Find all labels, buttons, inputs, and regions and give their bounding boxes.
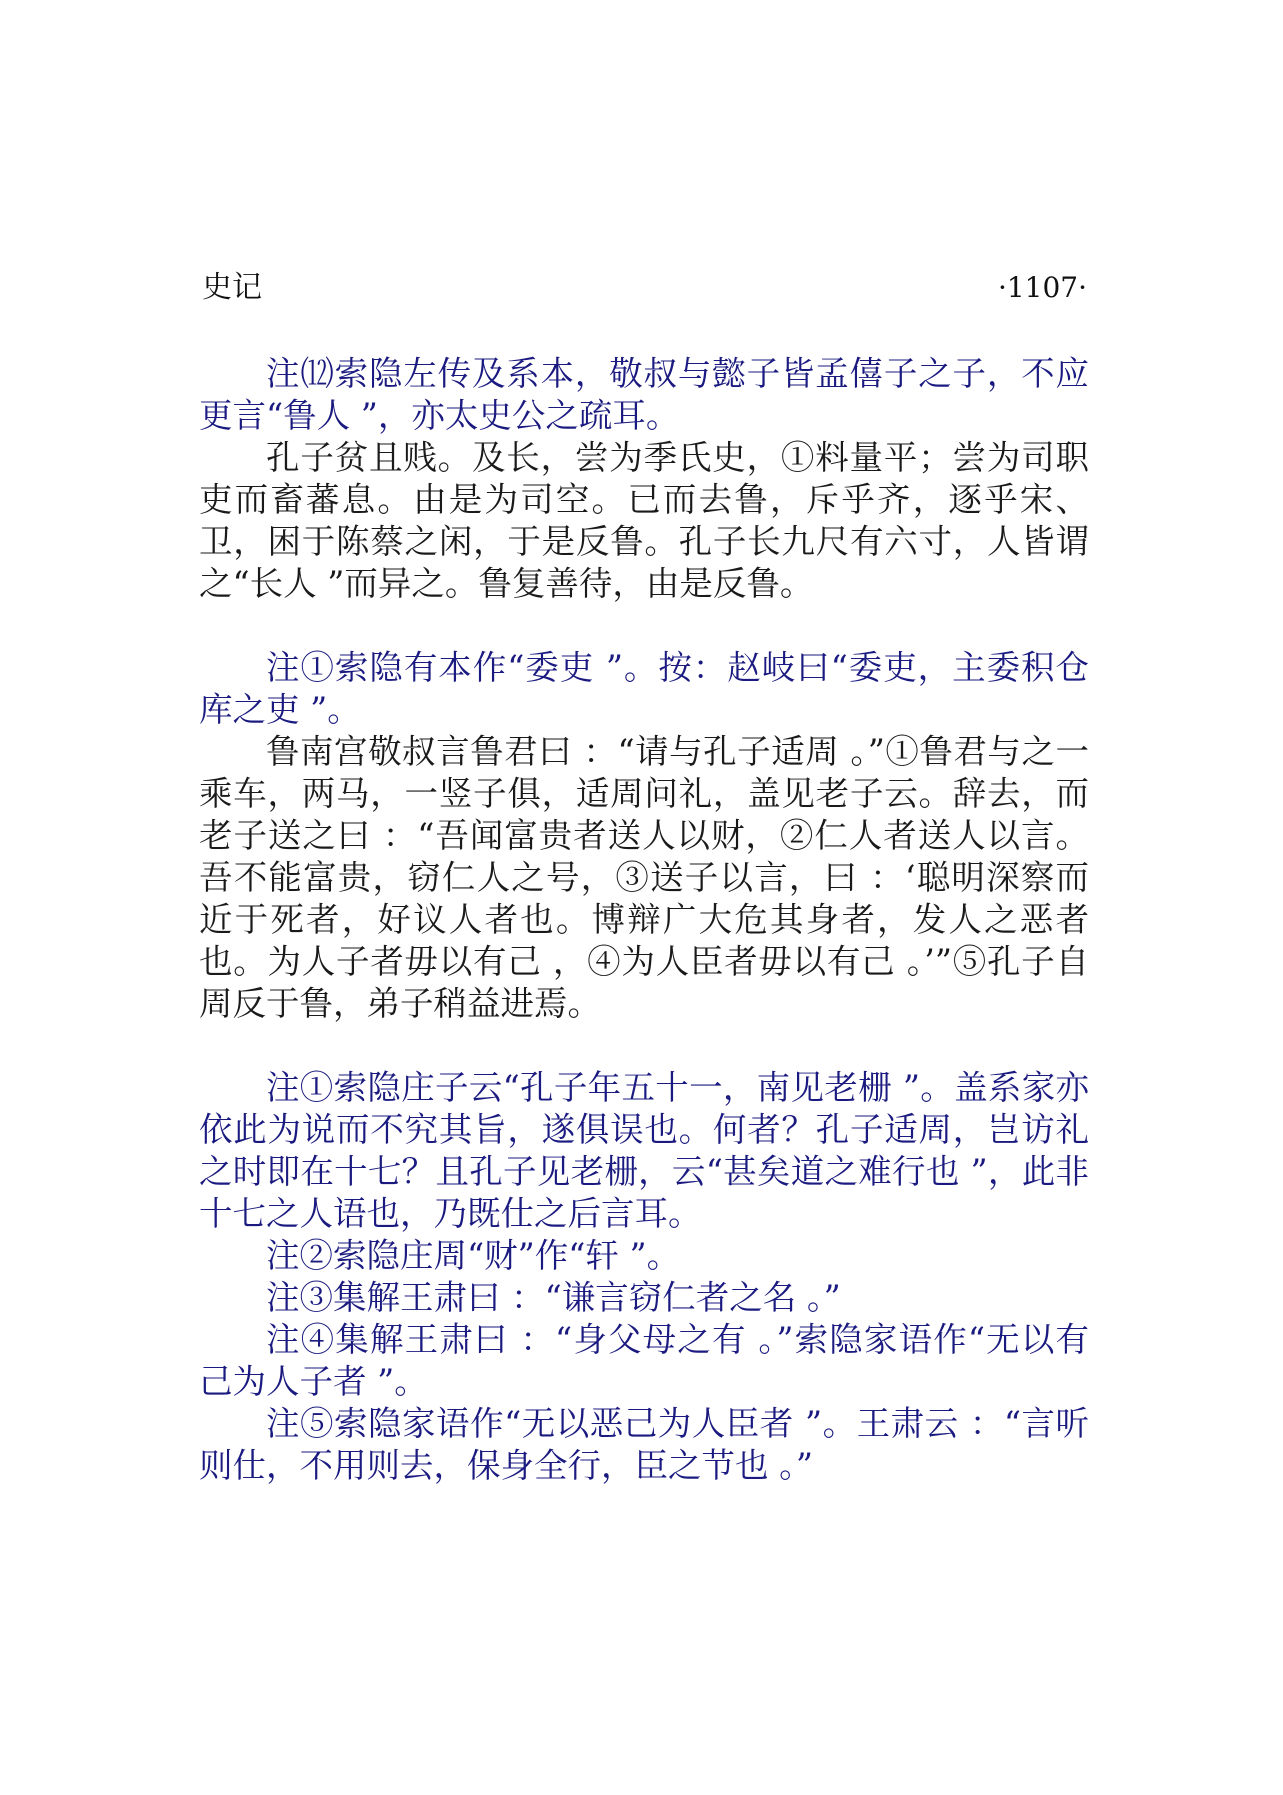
annotation-paragraph: 注③集解王肃曰 ：“谦言窃仁者之名 。” [266,1278,841,1317]
main-text-paragraph: 鲁南宫敬叔言鲁君曰 ：“请与孔子适周 。”①鲁君与之一乘车，两马，一竖子俱，适周问礼，盖见老子云。辞去，而老子送之曰 ：“吾闻富贵者送人以财，②仁人者送人以言。吾不能富贵，窃仁人之号，③送子以言，曰 ：‘聪明深察而近于死者，好议人者也。博辩广大危其身者，发人之恶者也。为人子者毋以有己 ，④为人臣者毋以有己 。’”⑤孔子自周反于鲁，弟子稍益进焉。 [199,732,1089,1023]
annotation-paragraph: 注①索隐庄子云“孔子年五十一，南见老栅 ”。盖系家亦依此为说而不究其旨，遂俱误也。何者？孔子适周，岂访礼之时即在十七？且孔子见老栅，云“甚矣道之难行也 ”，此非十七之人语也，乃既仕之后言耳。 [199,1068,1089,1233]
annotation-paragraph: 注①索隐有本作“委吏 ”。按：赵岐曰“委吏，主委积仓库之吏 ”。 [199,648,1089,729]
annotation-paragraph: 注⑤索隐家语作“无以恶己为人臣者 ”。王肃云 ：“言听则仕，不用则去，保身全行，臣之节也 。” [199,1404,1089,1485]
page-header [202,268,1087,308]
book-title: 史记 [202,270,262,305]
page-number: ·1107· [997,271,1087,304]
annotation-paragraph: 注④集解王肃曰 ：“身父母之有 。”索隐家语作“无以有己为人子者 ”。 [199,1320,1089,1401]
annotation-paragraph: 注⑿索隐左传及系本，敬叔与懿子皆孟僖子之子，不应更言“鲁人 ”，亦太史公之疏耳。 [199,354,1089,435]
page-content [199,353,1089,1487]
annotation-paragraph: 注②索隐庄周“财”作“轩 ”。 [266,1236,681,1275]
main-text-paragraph: 孔子贫且贱。及长，尝为季氏史，①料量平；尝为司职吏而畜蕃息。由是为司空。已而去鲁，斥乎齐，逐乎宋、卫，困于陈蔡之闲，于是反鲁。孔子长九尺有六寸，人皆谓之“长人 ”而异之。鲁复善待，由是反鲁。 [199,438,1089,603]
